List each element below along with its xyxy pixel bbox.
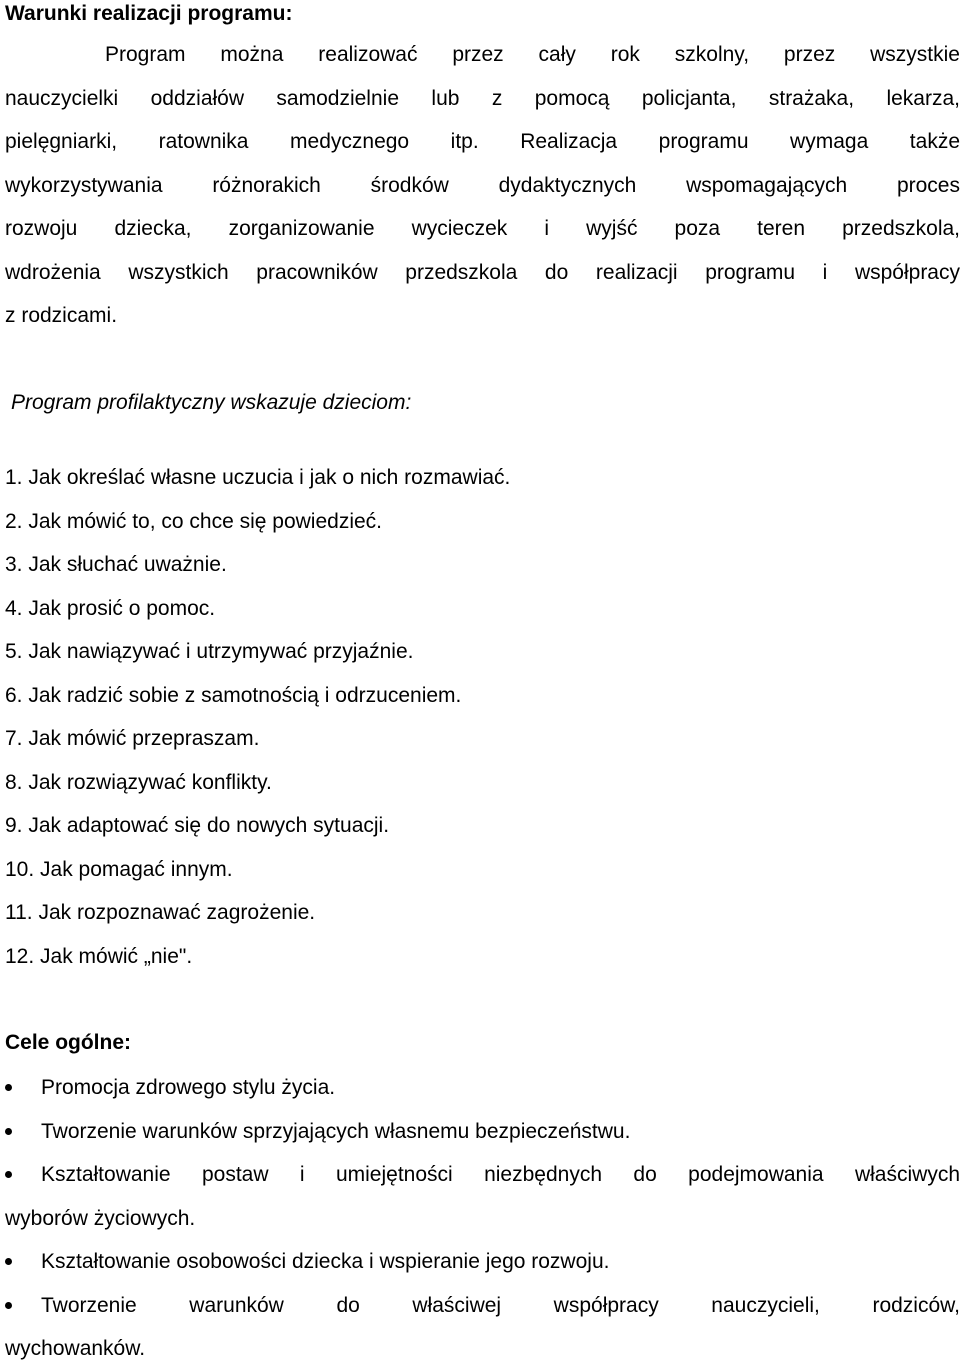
paragraph-line: nauczycielki oddziałów samodzielnie lub z pomocą policjanta, strażaka, lekarza,: [5, 86, 960, 110]
program-subtitle: Program profilaktyczny wskazuje dzieciom:: [11, 391, 412, 414]
bullet-text-continuation: wychowanków.: [5, 1337, 146, 1360]
goals-bullet-list: [0, 1066, 960, 1371]
bullet-text-continuation: wyborów życiowych.: [5, 1206, 196, 1230]
list-item: [0, 1240, 960, 1284]
list-item: [0, 1153, 960, 1240]
paragraph-line: wdrożenia wszystkich pracowników przedszkola do realizacji programu i współpracy: [5, 260, 960, 284]
heading-goals: Cele ogólne:: [5, 1031, 132, 1054]
paragraph-line: wykorzystywania różnorakich środków dydaktycznych wspomagających proces: [5, 173, 960, 197]
paragraph-line: rozwoju dziecka, zorganizowanie wycieczek i wyjść poza teren przedszkola,: [5, 217, 960, 240]
bullet-text: Tworzenie warunków sprzyjających własnemu bezpieczeństwu.: [41, 1119, 631, 1143]
heading-conditions: Warunki realizacji programu:: [5, 2, 293, 25]
bullet-text: Tworzenie warunków do właściwej współpracy nauczycieli, rodziców,: [41, 1293, 960, 1317]
bullet-icon: [5, 1302, 12, 1309]
list-item: 7. Jak mówić przepraszam.: [5, 727, 260, 750]
list-item: [0, 1066, 960, 1110]
list-item: 3. Jak słuchać uważnie.: [5, 553, 227, 576]
bullet-icon: [5, 1171, 12, 1178]
bullet-text: Kształtowanie osobowości dziecka i wspieranie jego rozwoju.: [41, 1250, 610, 1273]
paragraph-line: Program można realizować przez cały rok szkolny, przez wszystkie: [105, 43, 960, 66]
list-item: 2. Jak mówić to, co chce się powiedzieć.: [5, 509, 382, 533]
paragraph-line: pielęgniarki, ratownika medycznego itp. Realizacja programu wymaga także: [5, 130, 960, 153]
list-item: 12. Jak mówić „nie".: [5, 944, 193, 968]
paragraph-line: z rodzicami.: [5, 304, 118, 327]
list-item: [0, 1284, 960, 1371]
list-item: 4. Jak prosić o pomoc.: [5, 596, 216, 620]
list-item: 1. Jak określać własne uczucia i jak o nich rozmawiać.: [5, 466, 511, 489]
bullet-icon: [5, 1128, 12, 1135]
list-item: 11. Jak rozpoznawać zagrożenie.: [5, 901, 316, 924]
conditions-paragraph: [5, 33, 960, 338]
list-item: 5. Jak nawiązywać i utrzymywać przyjaźnie.: [5, 640, 414, 663]
bullet-text: Kształtowanie postaw i umiejętności niezbędnych do podejmowania właściwych: [41, 1163, 960, 1186]
bullet-icon: [5, 1258, 12, 1265]
list-item: 6. Jak radzić sobie z samotnością i odrzuceniem.: [5, 683, 462, 707]
list-item: 8. Jak rozwiązywać konflikty.: [5, 770, 272, 794]
bullet-text: Promocja zdrowego stylu życia.: [41, 1076, 336, 1099]
list-item: 9. Jak adaptować się do nowych sytuacji.: [5, 814, 390, 837]
list-item: [0, 1110, 960, 1154]
program-numbered-list: [5, 460, 510, 982]
list-item: 10. Jak pomagać innym.: [5, 857, 233, 881]
bullet-icon: [5, 1084, 12, 1091]
